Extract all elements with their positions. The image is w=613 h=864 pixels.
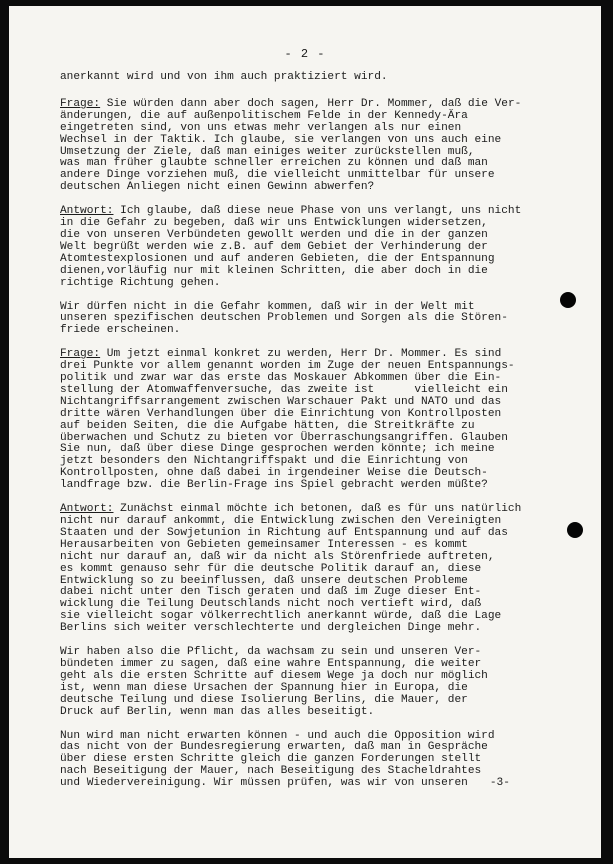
line-text: überwachen und Schutz zu bieten vor Überraschungsangriffen. Glauben: [60, 431, 508, 444]
line-text: unseren spezifischen deutschen Problemen und Sorgen als die Stören-: [60, 312, 508, 325]
line-text: Nun wird man nicht erwarten können - und auch die Opposition wird: [60, 729, 495, 742]
line-text: eingetreten sind, von uns etwas mehr verlangen als nur einen: [60, 121, 462, 134]
footer-catchword: -3-: [489, 777, 510, 790]
speaker-label: Frage:: [60, 348, 101, 361]
line-text: Wir dürfen nicht in die Gefahr kommen, daß wir in der Welt mit: [60, 300, 475, 313]
line-text: Sie nun, daß über diese Dinge gesprochen werden könnte; ich meine: [60, 443, 495, 456]
line-text: Ich glaube, daß diese neue Phase von uns verlangt, uns nicht: [113, 205, 522, 218]
line-text: friede erscheinen.: [60, 324, 181, 337]
line-text: änderungen, die auf außenpolitischem Felde in der Kennedy-Ära: [60, 109, 468, 122]
line-text: über diese ersten Schritte gleich die ganzen Forderungen stellt: [60, 753, 482, 766]
line-text: deutsche Teilung und diese Isolierung Berlins, die Mauer, der: [60, 693, 468, 706]
line-text: anerkannt wird und von ihm auch praktiziert wird.: [60, 71, 388, 83]
line-text: bündeten immer zu sagen, daß eine wahre Entspannung, die weiter: [60, 657, 482, 670]
text-line: [60, 623, 580, 635]
line-text: dabei nicht unter den Tisch geraten und daß im Zuge dieser Ent-: [60, 586, 482, 599]
text-line: [60, 325, 580, 337]
line-text: richtige Richtung gehen.: [60, 276, 221, 289]
interview-transcript: [60, 72, 580, 802]
text-line: [60, 778, 580, 790]
paragraph: [60, 72, 580, 84]
paragraph: [60, 349, 580, 492]
paragraph: [60, 504, 580, 635]
line-text: landfrage bzw. die Berlin-Frage ins Spiel gebracht werden müßte?: [60, 479, 488, 492]
line-text: Wechsel in der Taktik. Ich glaube, sie verlangen von uns auch eine: [60, 133, 502, 146]
line-text: auf beiden Seiten, die die Aufgabe hätten, die Streitkräfte zu: [60, 419, 475, 432]
line-text: Um jetzt einmal konkret zu werden, Herr Dr. Mommer. Es sind: [100, 348, 502, 361]
line-text: andere Dinge vorziehen muß, die vielleicht unmittelbar für unsere: [60, 169, 495, 182]
line-text: Atomtestexplosionen und auf anderen Gebieten, die der Entspannung: [60, 252, 495, 265]
punch-hole: [560, 292, 576, 308]
line-text: sie vielleicht sogar völkerrechtlich anerkannt würde, daß die Lage: [60, 610, 502, 623]
line-text: es kommt genauso sehr für die deutsche Politik darauf an, diese: [60, 562, 482, 575]
line-text: deutschen Anliegen nicht einen Gewinn abwerfen?: [60, 181, 375, 194]
document-page: [9, 6, 601, 858]
text-line: [60, 72, 580, 84]
text-line: [60, 278, 580, 290]
line-text: in die Gefahr zu begeben, daß wir uns Entwicklungen widersetzen,: [60, 217, 488, 230]
line-text: nicht nur darauf ankommt, die Entwicklung zwischen den Vereinigten: [60, 515, 502, 527]
line-text: Entwicklung so zu beeinflussen, daß unsere deutschen Probleme: [60, 574, 468, 587]
paragraph: [60, 302, 580, 338]
line-text: ist, wenn man diese Ursachen der Spannung hier in Europa, die: [60, 681, 468, 694]
text-line: [60, 182, 580, 194]
line-text: stellung der Atomwaffenversuche, das zweite ist vielleicht ein: [60, 383, 508, 396]
line-text: die von unseren Verbündeten gewollt werden und die in der ganzen: [60, 228, 488, 241]
page-number: - 2 -: [284, 47, 326, 61]
paragraph: [60, 647, 580, 718]
text-line: [60, 480, 580, 492]
line-text: dienen,vorläufig nur mit kleinen Schritten, die aber doch in die: [60, 264, 488, 277]
line-text: Kontrollposten, ohne daß dabei in irgendeiner Weise die Deutsch-: [60, 467, 488, 480]
line-text: wicklung die Teilung Deutschlands nicht noch vertieft wird, daß: [60, 598, 482, 611]
line-text: geht als die ersten Schritte auf diesem Wege ja doch nur möglich: [60, 669, 488, 682]
line-text: Umsetzung der Ziele, daß man einiges weiter zurückstellen muß,: [60, 145, 475, 158]
line-text: Staaten und der Sowjetunion in Richtung auf Entspannung und auf das: [60, 526, 508, 539]
line-text: das nicht von der Bundesregierung erwarten, daß man in Gespräche: [60, 741, 488, 754]
line-text: nicht nur darauf an, daß wir da nicht als Störenfriede auftreten,: [60, 550, 495, 563]
line-text: nach Beseitigung der Mauer, nach Beseitigung des Stacheldrahtes: [60, 765, 482, 778]
line-text: und Wiedervereinigung. Wir müssen prüfen, was wir von unseren: [60, 777, 468, 790]
speaker-label: Frage:: [60, 97, 101, 110]
line-text: Welt begrüßt werden wie z.B. auf dem Gebiet der Verhinderung der: [60, 240, 488, 253]
speaker-label: Antwort:: [60, 503, 114, 516]
line-text: dritte wären Verhandlungen über die Einrichtung von Kontrollposten: [60, 407, 502, 420]
line-text: was man früher glaubte schneller erreichen zu können und daß man: [60, 157, 488, 170]
line-text: Sie würden dann aber doch sagen, Herr Dr. Mommer, daß die Ver-: [100, 97, 522, 110]
line-text: Wir haben also die Pflicht, da wachsam zu sein und unseren Ver-: [60, 646, 482, 659]
punch-hole: [567, 522, 583, 538]
line-text: jetzt besonders den Nichtangriffspakt und die Einrichtung von: [60, 455, 468, 468]
line-text: Berlins sich weiter verschlechterte und dergleichen Dinge mehr.: [60, 622, 482, 635]
line-text: Zunächst einmal möchte ich betonen, daß es für uns natürlich: [113, 503, 522, 516]
line-text: Nichtangriffsarrangement zwischen Warschauer Pakt und NATO und das: [60, 395, 502, 408]
speaker-label: Antwort:: [60, 205, 114, 218]
line-text: Druck auf Berlin, wenn man das alles beseitigt.: [60, 705, 375, 718]
paragraph: [60, 206, 580, 289]
text-line: [60, 707, 580, 719]
paragraph: [60, 99, 580, 194]
paragraph: [60, 731, 580, 791]
line-text: Herausarbeiten von Gebieten gemeinsamer Interessen - es kommt: [60, 538, 468, 551]
line-text: politik und zwar war das erste das Moskauer Abkommen über die Ein-: [60, 372, 502, 385]
line-text: drei Punkte vor allem genannt worden im Zuge der neuen Entspannungs-: [60, 360, 515, 373]
